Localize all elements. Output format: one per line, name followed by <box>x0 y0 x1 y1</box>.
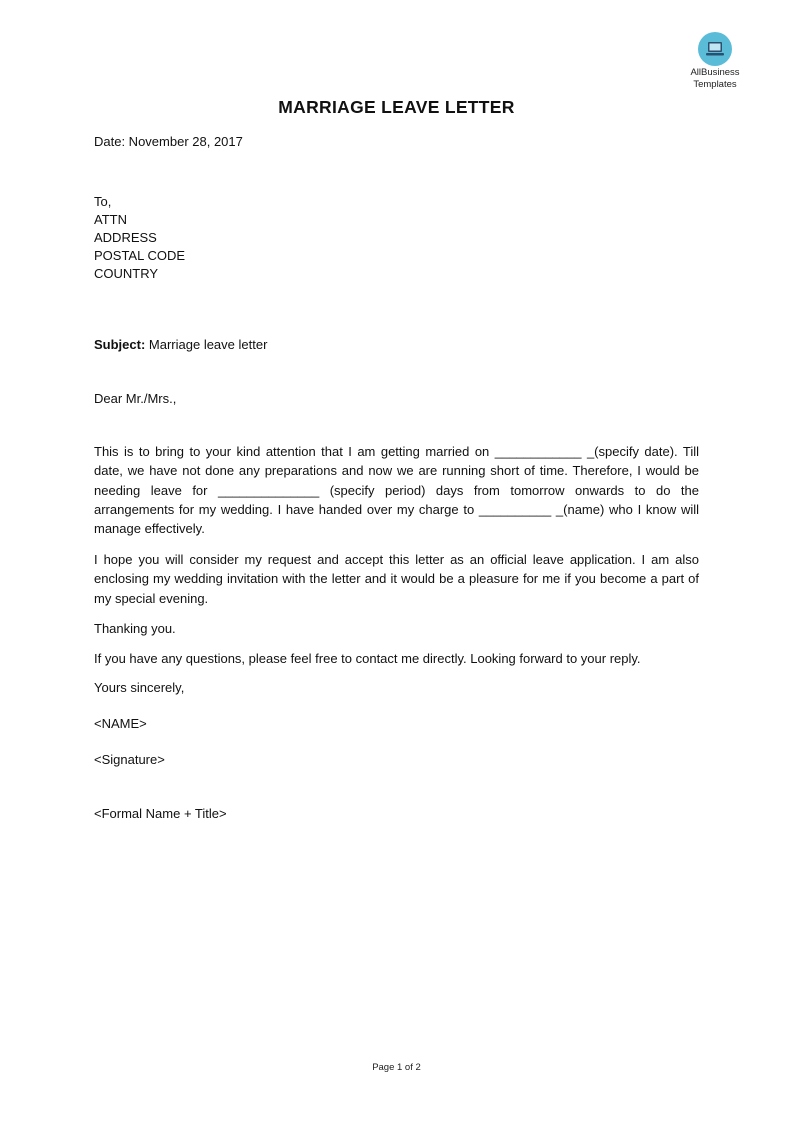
closing: Yours sincerely, <box>94 680 185 695</box>
logo-text-line1: AllBusiness <box>690 67 740 78</box>
salutation: Dear Mr./Mrs., <box>94 391 177 406</box>
body-paragraph-2: I hope you will consider my request and accept this letter as an official leave application. I am also enclosing my wedding invitation with the letter and it would be a pleasure for me if you become a part of my special evening. <box>94 552 699 606</box>
address-country: COUNTRY <box>94 266 159 281</box>
address-postal-code: POSTAL CODE <box>94 248 186 263</box>
page-footer: Page 1 of 2 <box>372 1062 421 1073</box>
address-attn: ATTN <box>94 212 127 227</box>
subject-text: Marriage leave letter <box>145 337 268 352</box>
subject-label: Subject: <box>94 337 146 352</box>
logo-badge <box>698 32 732 66</box>
subject-line <box>94 336 267 354</box>
address-to: To, <box>94 194 112 209</box>
company-logo <box>678 30 752 90</box>
body-paragraph-3: Thanking you. <box>94 621 176 636</box>
address-address: ADDRESS <box>94 230 157 245</box>
name-placeholder: <NAME> <box>94 716 147 731</box>
signature-placeholder: <Signature> <box>94 752 165 767</box>
date-line: Date: November 28, 2017 <box>94 134 243 149</box>
logo-text-line2: Templates <box>693 79 737 90</box>
laptop-icon <box>705 41 725 57</box>
document-title: MARRIAGE LEAVE LETTER <box>278 97 515 117</box>
formal-name-placeholder: <Formal Name + Title> <box>94 806 227 821</box>
body-paragraph-4: If you have any questions, please feel free to contact me directly. Looking forward to your reply. <box>94 651 641 666</box>
body-paragraph-1: This is to bring to your kind attention that I am getting married on ____________ _(specify date). Till date, we have not done any preparations and now we are running short of time. Therefore, I would be needing leave for ______________ (specify period) days from tomorrow onwards to do the arrangements for my wedding. I have handed over my charge to __________ _(name) who I know will manage effectively. <box>94 444 699 537</box>
